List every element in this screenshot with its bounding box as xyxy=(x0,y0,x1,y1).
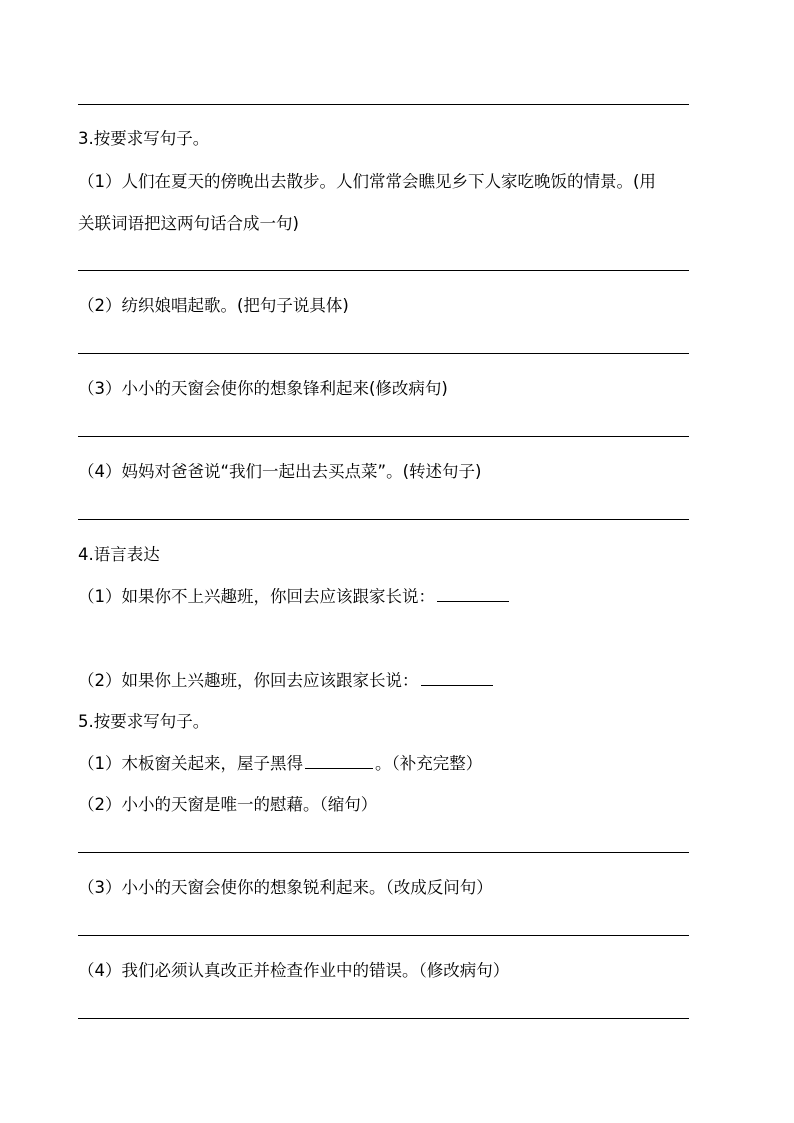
answer-line-q3-2[interactable] xyxy=(78,353,689,354)
q5-item1 xyxy=(78,754,482,774)
q5-item1-blank[interactable] xyxy=(305,754,373,769)
q4-item1 xyxy=(78,587,509,607)
answer-line-q5-3[interactable] xyxy=(78,935,689,936)
answer-line-top[interactable] xyxy=(78,104,689,105)
answer-line-q3-1[interactable] xyxy=(78,270,689,271)
q3-item2: （2）纺织娘唱起歌。(把句子说具体) xyxy=(78,296,349,315)
q3-item3: （3）小小的天窗会使你的想象锋利起来(修改病句) xyxy=(78,379,448,398)
q3-item1-line1: （1）人们在夏天的傍晚出去散步。人们常常会瞧见乡下人家吃晚饭的情景。(用 xyxy=(78,172,656,191)
q4-item2 xyxy=(78,671,493,691)
q5-item1-before: （1）木板窗关起来，屋子黑得 xyxy=(78,754,303,773)
q5-item2: （2）小小的天窗是唯一的慰藉。（缩句） xyxy=(78,795,378,814)
q3-title: 3.按要求写句子。 xyxy=(78,129,210,148)
answer-line-q5-2[interactable] xyxy=(78,852,689,853)
q5-item1-after: 。（补充完整） xyxy=(375,754,483,773)
answer-line-q3-3[interactable] xyxy=(78,436,689,437)
q4-item2-blank[interactable] xyxy=(421,671,493,686)
q4-title: 4.语言表达 xyxy=(78,545,160,564)
q4-item1-text: （1）如果你不上兴趣班，你回去应该跟家长说： xyxy=(78,587,435,606)
q5-item4: （4）我们必须认真改正并检查作业中的错误。（修改病句） xyxy=(78,961,510,980)
answer-line-q3-4[interactable] xyxy=(78,519,689,520)
q3-item4: （4）妈妈对爸爸说“我们一起出去买点菜”。(转述句子) xyxy=(78,462,482,481)
answer-line-q5-4[interactable] xyxy=(78,1018,689,1019)
q5-item3: （3）小小的天窗会使你的想象锐利起来。（改成反问句） xyxy=(78,878,493,897)
q4-item1-blank[interactable] xyxy=(437,587,509,602)
q3-item1-line2: 关联词语把这两句话合成一句) xyxy=(78,214,299,233)
q5-title: 5.按要求写句子。 xyxy=(78,712,210,731)
q4-item2-text: （2）如果你上兴趣班，你回去应该跟家长说： xyxy=(78,671,419,690)
